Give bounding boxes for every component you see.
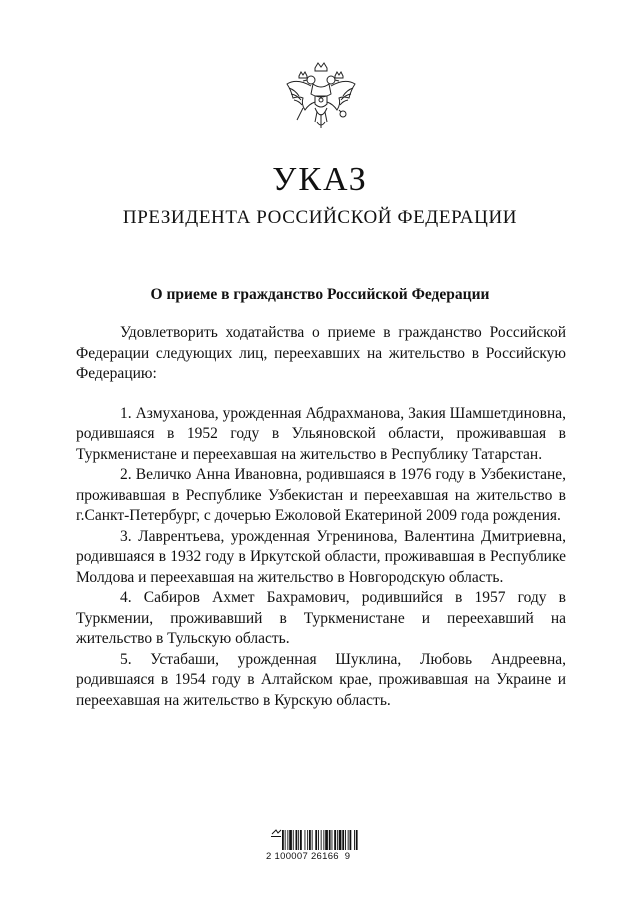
barcode-bar	[305, 830, 306, 850]
barcode-bar	[312, 830, 313, 850]
document-body	[76, 323, 566, 711]
barcode-bar	[287, 830, 288, 850]
barcode-bar	[321, 830, 322, 850]
barcode-bar	[318, 830, 319, 850]
barcode-bar	[348, 830, 349, 850]
barcode-bar	[356, 830, 358, 850]
barcode-bar	[309, 830, 311, 850]
barcode-bar	[315, 830, 317, 850]
barcode-bar	[325, 830, 328, 850]
barcode-bar	[300, 830, 302, 850]
document-heading: О приеме в гражданство Российской Федерации	[150, 286, 490, 303]
list-item: 2. Величко Анна Ивановна, родившаяся в 1976 году в Узбекистане, проживавшая в Республике Узбекистан и переехавшая на жительство в г.Санкт-Петербург, с дочерью Ежоловой Екатериной 2009 года рождения.	[76, 466, 566, 524]
barcode-bar	[329, 830, 331, 850]
barcode-bar	[289, 830, 292, 850]
barcode-bar	[350, 830, 352, 850]
barcode-number: 2 100007 26166 9	[266, 851, 351, 862]
barcode-bar	[323, 830, 324, 850]
list-item: 5. Устабаши, урожденная Шуклина, Любовь Андреевна, родившаяся в 1954 году в Алтайском крае, проживавшая на Украине и переехавшая на жительство в Курскую область.	[76, 650, 566, 709]
barcode-bar	[282, 830, 284, 850]
barcode-bar	[345, 830, 346, 850]
list-item: 4. Сабиров Ахмет Бахрамович, родившийся в 1957 году в Туркмении, проживавший в Туркменистане и переехавший на жительство в Тульскую область.	[76, 589, 566, 647]
barcode-bar	[285, 830, 286, 850]
barcode-bar	[293, 830, 294, 850]
document-title: УКАЗ	[272, 161, 368, 198]
barcode-bar	[337, 830, 338, 850]
barcode-bar	[334, 830, 336, 850]
barcode-bar	[354, 830, 355, 850]
barcode-bar	[342, 830, 344, 850]
barcode-bar	[307, 830, 308, 850]
list-item: 1. Азмуханова, урожденная Абдрахманова, Закия Шамшетдиновна, родившаяся в 1952 году в Ульяновской области, проживавшая в Туркменистане и переехавшая на жительство в Республику Татарстан.	[76, 404, 566, 463]
list-item: 3. Лаврентьева, урожденная Угренинова, Валентина Дмитриевна, родившаяся в 1932 году в Иркутской области, проживавшая в Республике Молдова и переехавшая на жительство в Новгородскую область.	[76, 527, 566, 586]
intro-paragraph: Удовлетворить ходатайства о приеме в гражданство Российской Федерации следующих лиц, переехавших на жительство в Российскую Федерацию:	[76, 324, 566, 382]
barcode-bar	[298, 830, 299, 850]
coat-of-arms-icon	[281, 58, 361, 146]
barcode-bar	[332, 830, 333, 850]
document-subtitle: ПРЕЗИДЕНТА РОССИЙСКОЙ ФЕДЕРАЦИИ	[122, 207, 518, 228]
barcode-bar	[296, 830, 298, 850]
barcode-bar	[339, 830, 342, 850]
